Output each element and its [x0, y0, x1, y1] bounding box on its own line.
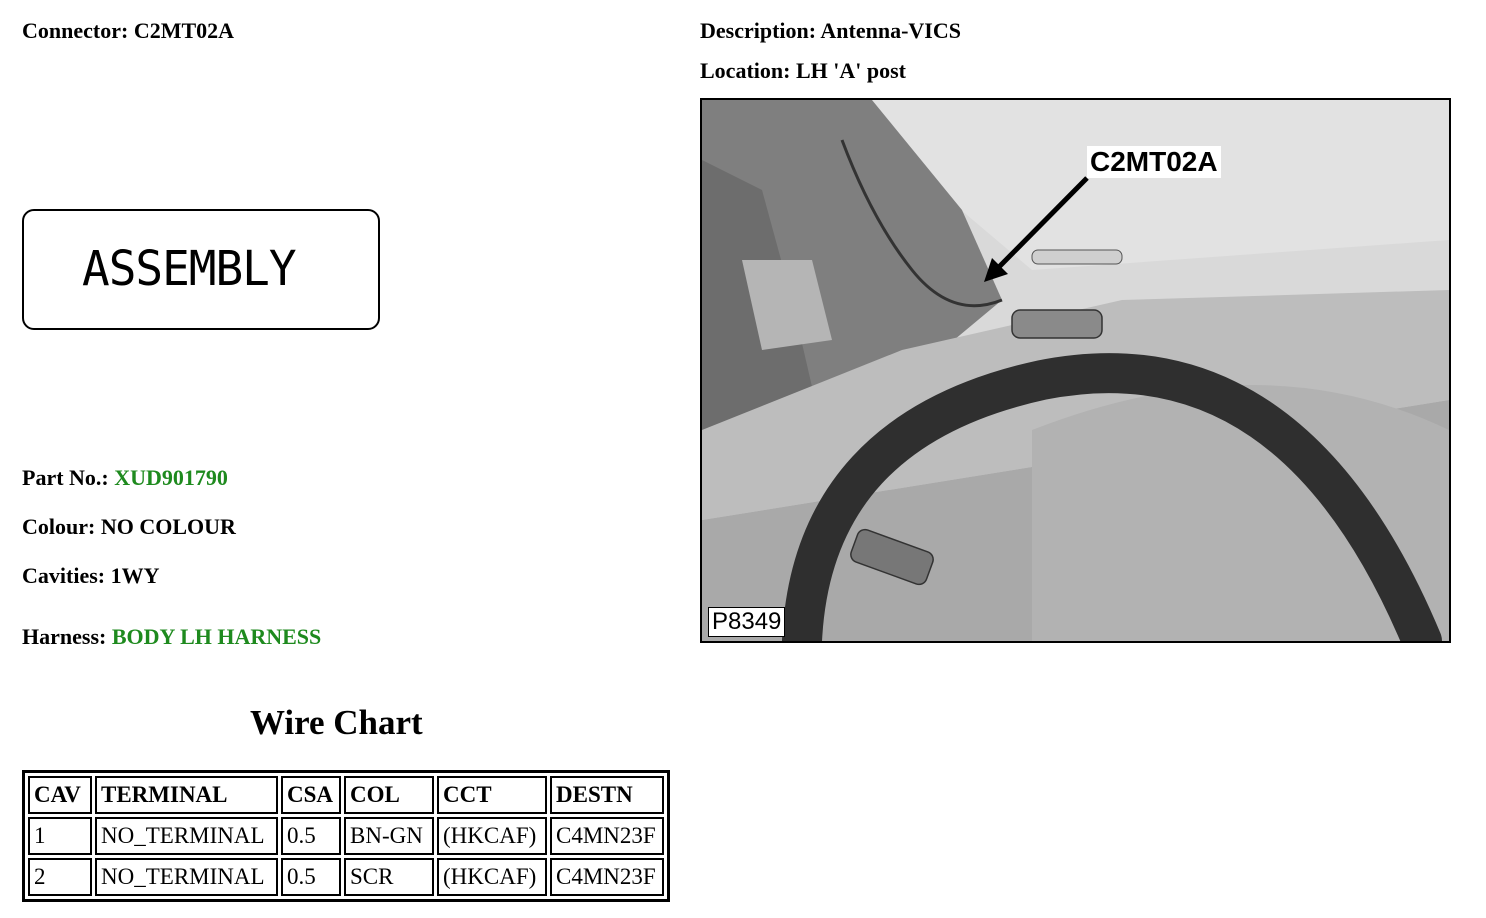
column-header: TERMINAL: [95, 776, 278, 814]
part-number-link[interactable]: XUD901790: [114, 465, 228, 490]
location-value: LH 'A' post: [795, 58, 906, 83]
column-header: CSA: [281, 776, 341, 814]
wire-chart-title: Wire Chart: [250, 703, 423, 742]
cavities-line: [22, 563, 159, 589]
colour-value: NO COLOUR: [100, 514, 236, 539]
table-row: [28, 858, 664, 896]
description-line: [700, 18, 961, 44]
table-cell: (HKCAF): [437, 858, 547, 896]
table-row: [28, 817, 664, 855]
assembly-text: ASSEMBLY: [82, 240, 296, 297]
column-header: CAV: [28, 776, 92, 814]
wire-chart-table: [22, 770, 670, 902]
harness-link[interactable]: BODY LH HARNESS: [111, 624, 322, 649]
part-number-label: Part No.:: [22, 465, 109, 490]
figure-code: P8349: [708, 607, 785, 637]
table-cell: 2: [28, 858, 92, 896]
column-header: COL: [344, 776, 434, 814]
colour-label: Colour:: [22, 514, 96, 539]
column-header: CCT: [437, 776, 547, 814]
connector-label: Connector:: [22, 18, 129, 43]
table-cell: (HKCAF): [437, 817, 547, 855]
table-cell: NO_TERMINAL: [95, 817, 278, 855]
dashboard-illustration: [702, 100, 1449, 641]
part-number-line: [22, 465, 228, 491]
table-cell: C4MN23F: [550, 817, 664, 855]
table-header-row: [28, 776, 664, 814]
table-cell: NO_TERMINAL: [95, 858, 278, 896]
location-label: Location:: [700, 58, 791, 83]
table-cell: C4MN23F: [550, 858, 664, 896]
harness-line: [22, 624, 321, 650]
colour-line: [22, 514, 236, 540]
table-cell: 0.5: [281, 817, 341, 855]
location-photo: [700, 98, 1451, 643]
location-line: [700, 58, 906, 84]
column-header: DESTN: [550, 776, 664, 814]
connector-line: [22, 18, 234, 44]
cavities-value: 1WY: [110, 563, 160, 588]
table-cell: 1: [28, 817, 92, 855]
cavities-label: Cavities:: [22, 563, 106, 588]
connector-value: C2MT02A: [133, 18, 235, 43]
table-cell: SCR: [344, 858, 434, 896]
connector-callout: C2MT02A: [1087, 146, 1221, 178]
table-cell: 0.5: [281, 858, 341, 896]
description-label: Description:: [700, 18, 817, 43]
harness-label: Harness:: [22, 624, 107, 649]
description-value: Antenna-VICS: [820, 18, 961, 43]
table-cell: BN-GN: [344, 817, 434, 855]
